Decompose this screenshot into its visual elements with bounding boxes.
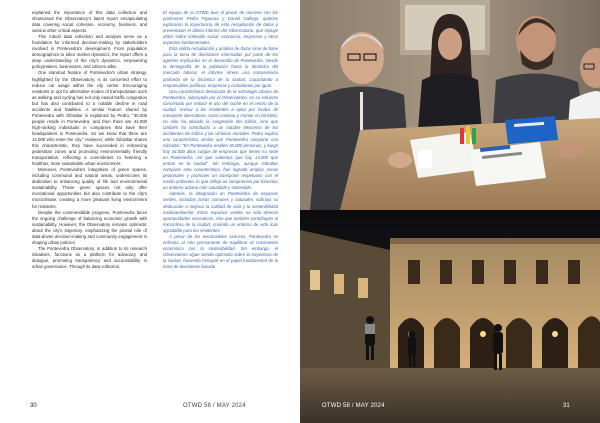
english-paragraph: The Pontevedra Observatory, in addition to its research initiatives, functions as a platform for advocacy and dialogue, promoting transparency and accountability in urban governance. Through its data collection, bbox=[32, 245, 147, 269]
page-number-right: 31 bbox=[563, 403, 570, 409]
meeting-photo bbox=[300, 0, 600, 210]
english-paragraph: Moreover, Pontevedra's integration of green spaces, including communal and natural areas, underscores its dedication to enhancing quality of life and environmental sustainability. These green spaces not only offer recreational opportunities but also contribute to the city's microclimate, creating a more pleasant living environment for residents. bbox=[32, 167, 147, 209]
meeting-photo-illustration bbox=[300, 0, 600, 210]
english-text-column bbox=[32, 10, 147, 270]
spanish-paragraph: A pesar de los encomiables avances, Pontevedra se enfrenta al reto permanente de equilibrar el crecimiento económico con la sostenibilidad. Sin embargo, el Observatorio sigue siendo optimista sobre la trayectoria de la ciudad, haciendo hincapié en el papel fundamental de la toma de decisiones basada bbox=[163, 233, 278, 269]
english-paragraph: This robust data collection and analysis serve as a foundation for informed decision-making by stakeholders involved in Pontevedra's development. From population demographics to labor market dynamics, the report offers a deep understanding of the city's dynamics, empowering policymakers, businesses, and citizens alike. bbox=[32, 34, 147, 70]
plaza-photo-illustration bbox=[300, 210, 600, 423]
footer-issue-right: OTWD 58 / MAY 2024 bbox=[322, 403, 385, 409]
spanish-paragraph: El equipo de la OTWD tuvo el placer de reunirse con los profesores Pedro Figueroa y Daniel Gallego, quienes explicaron la importancia de esta recopilación de datos y presentaron el último informe del Observatorio, que incluye datos sobre cohesión social, economía, empresas y otros aspectos fundamentales. bbox=[163, 10, 278, 46]
page-number-left: 30 bbox=[30, 403, 37, 409]
right-page bbox=[300, 0, 600, 423]
spanish-text-column bbox=[163, 10, 278, 270]
spanish-paragraph: Una característica destacada de la estrategia urbana de Pontevedra, subrayada por el Observatorio, es su esfuerzo concertado por reducir el uso del coche en el centro de la ciudad. Animar a los residentes a optar por modos de transporte alternativos, como caminar y montar en bicicleta, no sólo ha aliviado la congestión del tráfico, sino que también ha contribuido a un notable descenso de los accidentes de tráfico y las víctimas mortales. Pedro explica una característica similar que Pontevedra comparte con Gibraltar: "En Pontevedra residen 30.000 personas, y luego hay 44.000 altos cargos de empresas que tienen su sede en Pontevedra. Así que sabemos que hay 14.000 que entran en la ciudad". Sin embargo, aunque Gibraltar comparte esta característica, han logrado ampliar zonas peatonales y promover un transporte respetuoso con el medio ambiente, lo que refleja un compromiso por fomentar un entorno urbano más saludable y sostenible. bbox=[163, 88, 278, 191]
english-paragraph: Despite the commendable progress, Pontevedra faces the ongoing challenge of balancing economic growth with sustainability. However, the Observatory remains optimistic about the city's trajectory, emphasizing the pivotal role of data-driven decision-making and community engagement in shaping urban policies. bbox=[32, 209, 147, 245]
english-paragraph: explained the importance of this data collection and showcased the Observatory's latest report encapsulating data covering social cohesion, economy, business, and various other critical aspects. bbox=[32, 10, 147, 34]
spanish-paragraph: Además, la integración en Pontevedra de espacios verdes, incluidas zonas comunes y naturales, subraya su dedicación a mejorar la calidad de vida y la sostenibilidad medioambiental. Estos espacios verdes no sólo ofrecen oportunidades recreativas, sino que también contribuyen al microclima de la ciudad, creando un entorno de vida más agradable para los residentes. bbox=[163, 191, 278, 233]
english-paragraph: One standout feature of Pontevedra's urban strategy, highlighted by the Observatory, is its concerted effort to reduce car usage within the city center. Encouraging residents to opt for alternative modes of transportation such as walking and cycling has not only eased traffic congestion but has also contributed to a notable decline in road accidents and fatalities. A similar feature shared by Pontevedra with Gibraltar is explained by Pedro: "30,000 people reside in Pontevedra, and then there are 44,000 high-ranking individuals in companies that have their headquarters in Pontevedra. So we know that there are 14,000 who enter the city." However, while Gibraltar shares this characteristic, they have succeeded in enhancing pedestrian zones and promoting environmentally friendly transportation, reflecting a commitment to fostering a healthier, more sustainable urban environment. bbox=[32, 70, 147, 167]
plaza-photo bbox=[300, 210, 600, 423]
spanish-paragraph: Esta sólida recopilación y análisis de datos sirve de base para la toma de decisiones informadas por parte de los agentes implicados en el desarrollo de Pontevedra. Desde la demografía de la población hasta la dinámica del mercado laboral, el informe ofrece una comprensión profunda de la dinámica de la ciudad, capacitando a responsables políticos, empresas y ciudadanos por igual. bbox=[163, 46, 278, 88]
footer-issue-left: OTWD 58 / MAY 2024 bbox=[183, 403, 246, 409]
